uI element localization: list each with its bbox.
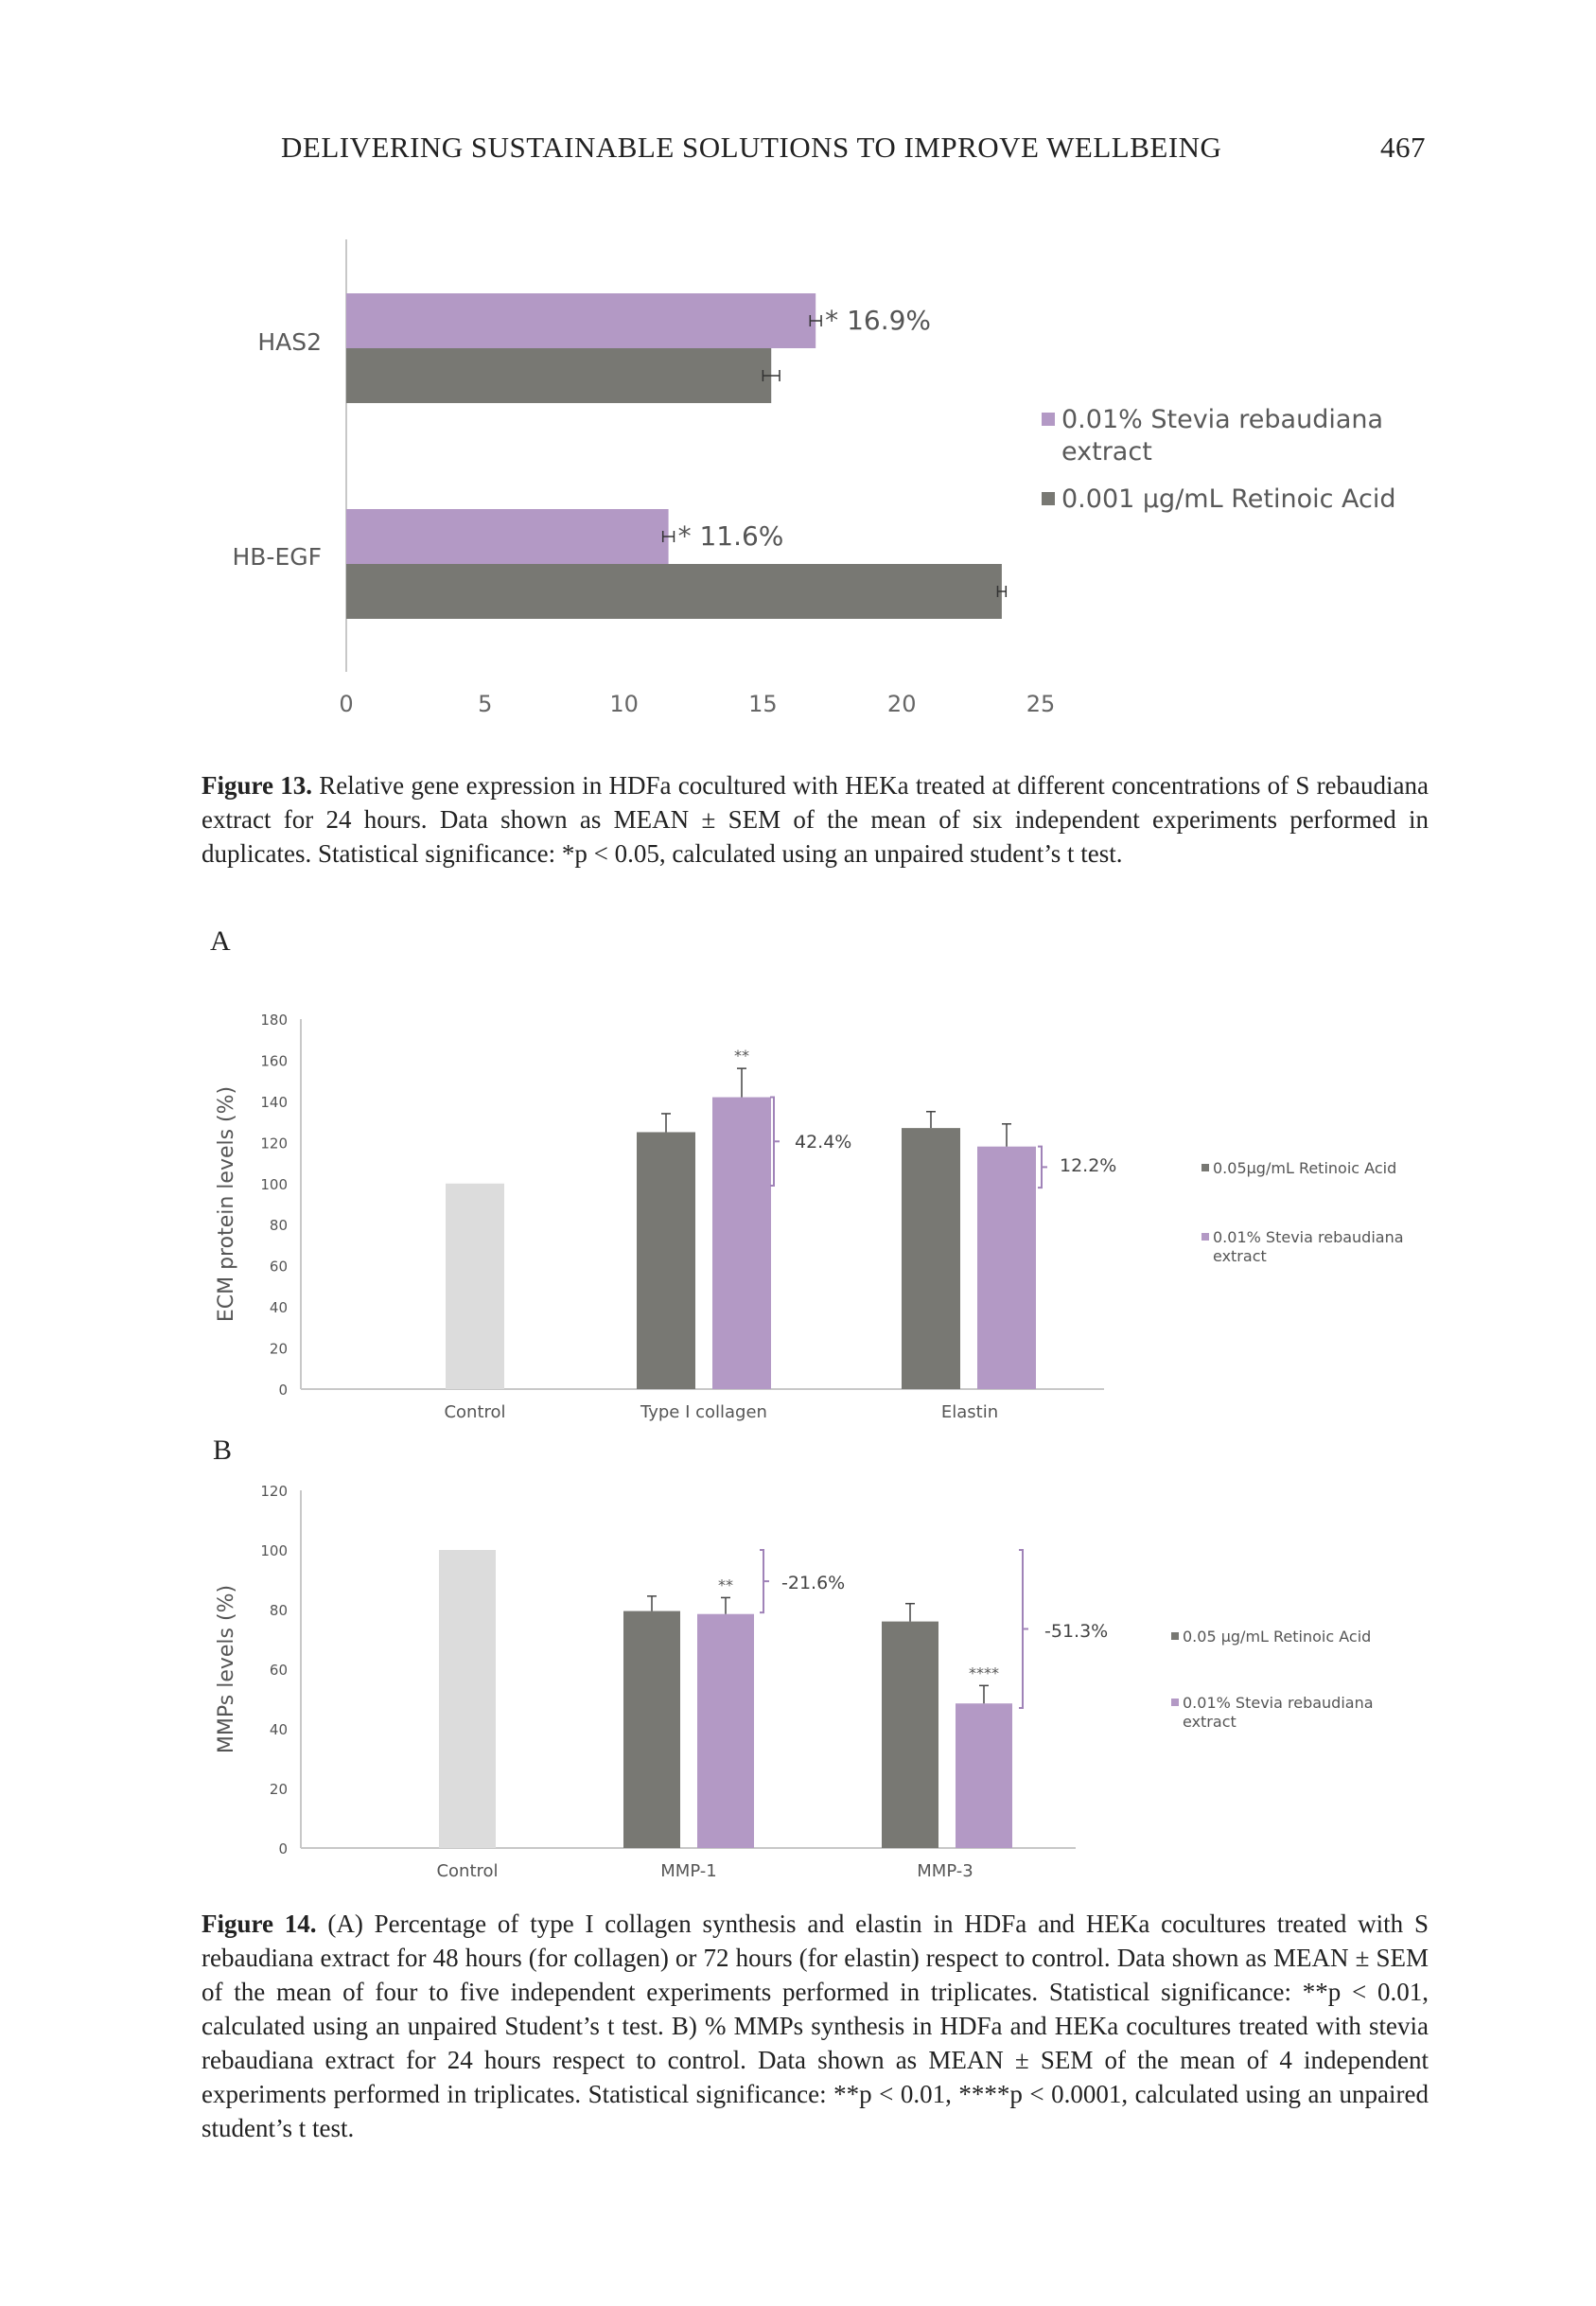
legend-label-retinoic: 0.001 µg/mL Retinoic Acid bbox=[1061, 484, 1396, 514]
x-tick-label: 10 bbox=[609, 691, 639, 717]
legend-label-retinoic: 0.05 µg/mL Retinoic Acid bbox=[1183, 1628, 1372, 1646]
bar-stevia bbox=[956, 1703, 1012, 1848]
y-tick-label: 80 bbox=[269, 1217, 288, 1235]
difference-label: 12.2% bbox=[1060, 1155, 1117, 1176]
x-tick-label: MMP-3 bbox=[917, 1861, 973, 1881]
figure-13-caption-text: Relative gene expression in HDFa cocultured with HEKa treated at different concentrations of S rebaudiana extract for 24 hours. Data shown as MEAN ± SEM of the mean of six independent experiments performed in duplicates. Statistical significance: *p < 0.05, calculated using an unpaired student’s t test. bbox=[202, 771, 1429, 868]
y-tick-label: 60 bbox=[269, 1662, 288, 1679]
running-header-title: DELIVERING SUSTAINABLE SOLUTIONS TO IMPROVE WELLBEING bbox=[281, 131, 1222, 164]
difference-label: 42.4% bbox=[795, 1132, 852, 1153]
x-tick-label: Elastin bbox=[940, 1402, 999, 1422]
x-tick-label: 15 bbox=[748, 691, 778, 717]
significance-marker: **** bbox=[969, 1663, 999, 1682]
panel-b-label: B bbox=[213, 1435, 233, 1466]
y-tick-label: 100 bbox=[260, 1175, 288, 1193]
legend-label-stevia: 0.01% Stevia rebaudiana bbox=[1183, 1694, 1374, 1712]
y-tick-label: 20 bbox=[269, 1781, 288, 1798]
legend-label-stevia: 0.01% Stevia rebaudiana bbox=[1061, 405, 1384, 434]
y-tick-label: 120 bbox=[260, 1135, 288, 1153]
y-axis-label: MMPs levels (%) bbox=[215, 1584, 238, 1754]
x-tick-label: Control bbox=[436, 1861, 499, 1881]
x-tick-label: 20 bbox=[886, 691, 917, 717]
x-tick-label: MMP-1 bbox=[660, 1861, 717, 1881]
y-axis-label: ECM protein levels (%) bbox=[215, 1085, 238, 1323]
significance-marker: ** bbox=[718, 1575, 733, 1594]
bar-retinoic bbox=[882, 1622, 938, 1848]
y-tick-label: 140 bbox=[260, 1093, 288, 1111]
figure-14-caption-label: Figure 14. bbox=[202, 1910, 317, 1938]
category-label: HB-EGF bbox=[232, 543, 322, 571]
difference-label: -21.6% bbox=[781, 1573, 846, 1593]
difference-label: -51.3% bbox=[1044, 1621, 1109, 1642]
x-tick-label: 25 bbox=[1026, 691, 1056, 717]
bar-control bbox=[439, 1550, 496, 1848]
category-label: HAS2 bbox=[257, 328, 322, 356]
bar-stevia bbox=[697, 1614, 754, 1848]
y-tick-label: 20 bbox=[269, 1340, 288, 1358]
legend-swatch-stevia bbox=[1171, 1699, 1179, 1706]
panel-a-label: A bbox=[210, 925, 231, 957]
x-tick-label: Control bbox=[444, 1402, 506, 1422]
y-tick-label: 100 bbox=[260, 1542, 288, 1559]
legend-label-stevia: extract bbox=[1061, 437, 1152, 466]
bar-retinoic bbox=[623, 1611, 680, 1848]
legend-label-stevia: extract bbox=[1213, 1247, 1267, 1265]
y-tick-label: 180 bbox=[260, 1012, 288, 1029]
difference-bracket bbox=[760, 1550, 763, 1612]
x-tick-label: Type I collagen bbox=[640, 1402, 767, 1422]
significance-annotation: * 16.9% bbox=[825, 305, 932, 336]
figure-14-caption-text: (A) Percentage of type I collagen synthesis and elastin in HDFa and HEKa cocultures treated with S rebaudiana extract for 48 hours (for collagen) or 72 hours (for elastin) respect to control. Data shown as MEAN ± SEM of the mean of four to five independent experiments performed in triplicates. Statistical significance: **p < 0.01, calculated using an unpaired Student’s t test. B) % MMPs synthesis in HDFa and HEKa cocultures treated with stevia rebaudiana extract for 24 hours respect to control. Data shown as MEAN ± SEM of the mean of 4 independent experiments performed in triplicates. Statistical significance: **p < 0.01, ****p < 0.0001, calculated using an unpaired student’s t test. bbox=[202, 1910, 1429, 2142]
y-tick-label: 160 bbox=[260, 1052, 288, 1070]
legend-label-stevia: 0.01% Stevia rebaudiana bbox=[1213, 1228, 1404, 1246]
figure-13-caption-label: Figure 13. bbox=[202, 771, 312, 800]
legend-label-stevia: extract bbox=[1183, 1713, 1236, 1731]
y-tick-label: 40 bbox=[269, 1299, 288, 1317]
x-tick-label: 5 bbox=[478, 691, 493, 717]
page-number: 467 bbox=[1380, 131, 1426, 164]
y-tick-label: 60 bbox=[269, 1258, 288, 1276]
significance-marker: ** bbox=[734, 1047, 749, 1065]
y-tick-label: 40 bbox=[269, 1721, 288, 1738]
y-tick-label: 80 bbox=[269, 1602, 288, 1619]
figure-14-caption bbox=[202, 1907, 1429, 2145]
significance-annotation: * 11.6% bbox=[677, 520, 784, 552]
y-tick-label: 120 bbox=[260, 1483, 288, 1500]
difference-bracket bbox=[1019, 1550, 1023, 1708]
legend-label-retinoic: 0.05µg/mL Retinoic Acid bbox=[1213, 1159, 1397, 1177]
y-tick-label: 0 bbox=[278, 1382, 288, 1399]
legend-swatch-retinoic bbox=[1171, 1632, 1179, 1640]
y-tick-label: 0 bbox=[278, 1840, 288, 1857]
x-tick-label: 0 bbox=[339, 691, 354, 717]
